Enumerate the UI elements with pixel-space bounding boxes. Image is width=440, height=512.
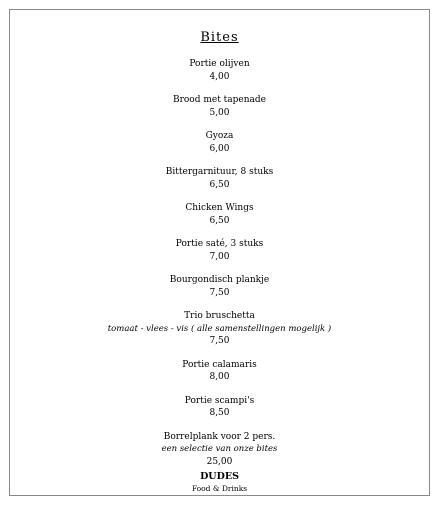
item-price: 8,00	[209, 372, 230, 382]
menu-list	[10, 58, 429, 479]
item-name: Portie saté, 3 stuks	[175, 239, 264, 249]
brand-name: DUDES	[200, 471, 239, 482]
item-name: Bittergarnituur, 8 stuks	[165, 167, 274, 177]
footer	[10, 470, 429, 494]
item-name: Bourgondisch plankje	[169, 275, 270, 285]
menu-item	[10, 58, 429, 83]
item-name: Portie calamaris	[182, 359, 257, 370]
item-price: 7,50	[209, 336, 230, 346]
item-name: Gyoza	[205, 131, 234, 141]
menu-item	[10, 94, 429, 119]
menu-item	[10, 310, 429, 348]
item-name: Brood met tapenade	[172, 95, 267, 105]
item-price: 5,00	[209, 107, 230, 118]
item-price: 6,50	[209, 215, 230, 226]
item-description: een selectie van onze bites	[161, 444, 278, 454]
item-price: 6,50	[209, 179, 230, 190]
menu-item	[10, 130, 429, 155]
item-name: Portie olijven	[189, 59, 250, 69]
item-price: 25,00	[206, 456, 233, 467]
item-price: 4,00	[209, 71, 230, 82]
item-name: Portie scampi's	[184, 395, 255, 406]
menu-item	[10, 274, 429, 299]
section-title: Bites	[200, 30, 239, 45]
item-description: tomaat - vlees - vis ( alle samenstellingen mogelijk )	[107, 323, 332, 334]
menu-item	[10, 431, 429, 469]
menu-page	[9, 9, 430, 496]
menu-item	[10, 359, 429, 384]
item-price: 7,00	[209, 251, 230, 262]
item-name: Trio bruschetta	[184, 311, 255, 321]
menu-item	[10, 238, 429, 263]
menu-item	[10, 166, 429, 191]
menu-item	[10, 202, 429, 227]
item-name: Chicken Wings	[185, 203, 254, 213]
item-price: 7,50	[209, 287, 230, 298]
menu-item	[10, 395, 429, 420]
item-name: Borrelplank voor 2 pers.	[163, 431, 276, 442]
item-price: 8,50	[209, 408, 230, 418]
item-price: 6,00	[209, 143, 230, 154]
brand-tagline: Food & Drinks	[191, 484, 248, 493]
